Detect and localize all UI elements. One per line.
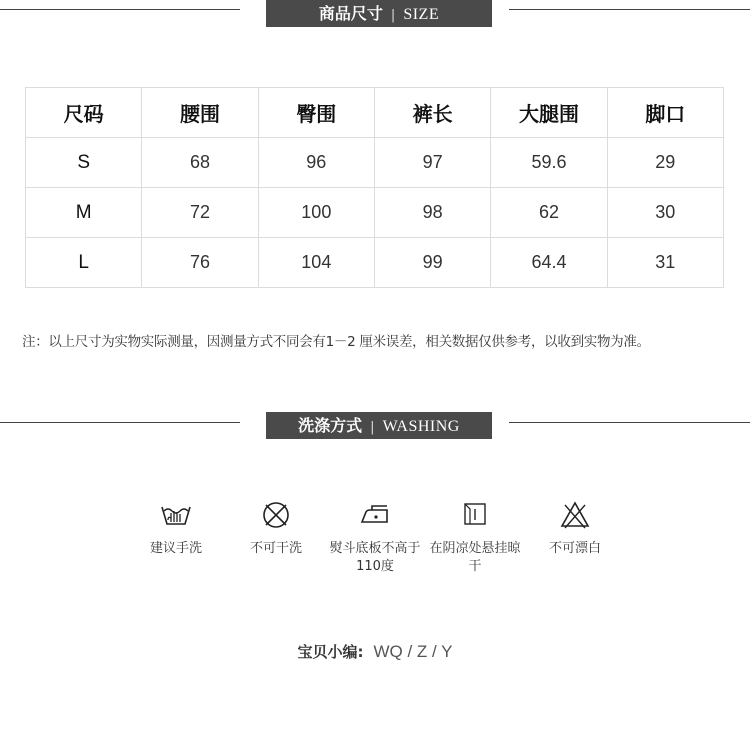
editor-label: 宝贝小编: bbox=[297, 643, 364, 661]
care-label: 不可干洗 bbox=[249, 541, 302, 556]
size-cell: L bbox=[26, 238, 142, 288]
length-cell: 97 bbox=[374, 138, 490, 188]
header-length: 裤长 bbox=[374, 88, 490, 138]
care-item-hang-dry-shade bbox=[420, 500, 530, 576]
thigh-cell: 62 bbox=[491, 188, 607, 238]
iron-icon bbox=[358, 500, 392, 528]
care-label: 在阴凉处悬挂晾 干 bbox=[429, 541, 521, 574]
care-item-no-bleach bbox=[520, 500, 630, 558]
hip-cell: 96 bbox=[258, 138, 374, 188]
size-title-en: SIZE bbox=[403, 6, 440, 23]
hem-cell: 31 bbox=[607, 238, 723, 288]
size-table-header-row bbox=[26, 88, 724, 138]
no-dry-clean-icon bbox=[261, 500, 291, 530]
editor-value: WQ / Z / Y bbox=[373, 642, 453, 661]
care-item-iron bbox=[320, 500, 430, 576]
editor-credit bbox=[0, 641, 750, 662]
table-row bbox=[26, 238, 724, 288]
hand-wash-icon bbox=[159, 500, 193, 528]
size-title-separator: | bbox=[390, 8, 396, 23]
no-bleach-icon bbox=[559, 500, 591, 530]
wash-divider-left bbox=[0, 422, 240, 423]
wash-divider-right bbox=[509, 422, 750, 423]
wash-title-en: WASHING bbox=[382, 418, 460, 435]
care-label: 建议手洗 bbox=[149, 541, 202, 556]
waist-cell: 72 bbox=[142, 188, 258, 238]
size-divider-left bbox=[0, 9, 240, 10]
size-section-banner bbox=[266, 0, 492, 27]
size-divider-right bbox=[509, 9, 750, 10]
header-thigh: 大腿围 bbox=[491, 88, 607, 138]
hip-cell: 104 bbox=[258, 238, 374, 288]
size-table bbox=[25, 87, 724, 288]
header-size: 尺码 bbox=[26, 88, 142, 138]
waist-cell: 68 bbox=[142, 138, 258, 188]
care-item-no-dry-clean bbox=[221, 500, 331, 558]
care-item-hand-wash bbox=[121, 500, 231, 558]
header-waist: 腰围 bbox=[142, 88, 258, 138]
thigh-cell: 59.6 bbox=[491, 138, 607, 188]
table-row bbox=[26, 138, 724, 188]
hem-cell: 29 bbox=[607, 138, 723, 188]
size-title-cn: 商品尺寸 bbox=[318, 4, 383, 23]
header-hip: 臀围 bbox=[258, 88, 374, 138]
hip-cell: 100 bbox=[258, 188, 374, 238]
care-label: 熨斗底板不高于 110度 bbox=[329, 541, 421, 574]
length-cell: 98 bbox=[374, 188, 490, 238]
hem-cell: 30 bbox=[607, 188, 723, 238]
waist-cell: 76 bbox=[142, 238, 258, 288]
wash-title-cn: 洗涤方式 bbox=[298, 416, 363, 435]
table-row bbox=[26, 188, 724, 238]
size-cell: M bbox=[26, 188, 142, 238]
measurement-note: 注：以上尺寸为实物实际测量，因测量方式不同会有1－2 厘米误差，相关数据仅供参考，以收到实物为准。 bbox=[22, 334, 650, 350]
header-hem: 脚口 bbox=[607, 88, 723, 138]
wash-title-separator: | bbox=[370, 420, 375, 435]
size-cell: S bbox=[26, 138, 142, 188]
hang-dry-shade-icon bbox=[462, 500, 488, 528]
length-cell: 99 bbox=[374, 238, 490, 288]
thigh-cell: 64.4 bbox=[491, 238, 607, 288]
wash-section-banner bbox=[266, 412, 492, 439]
care-label: 不可漂白 bbox=[548, 541, 601, 556]
